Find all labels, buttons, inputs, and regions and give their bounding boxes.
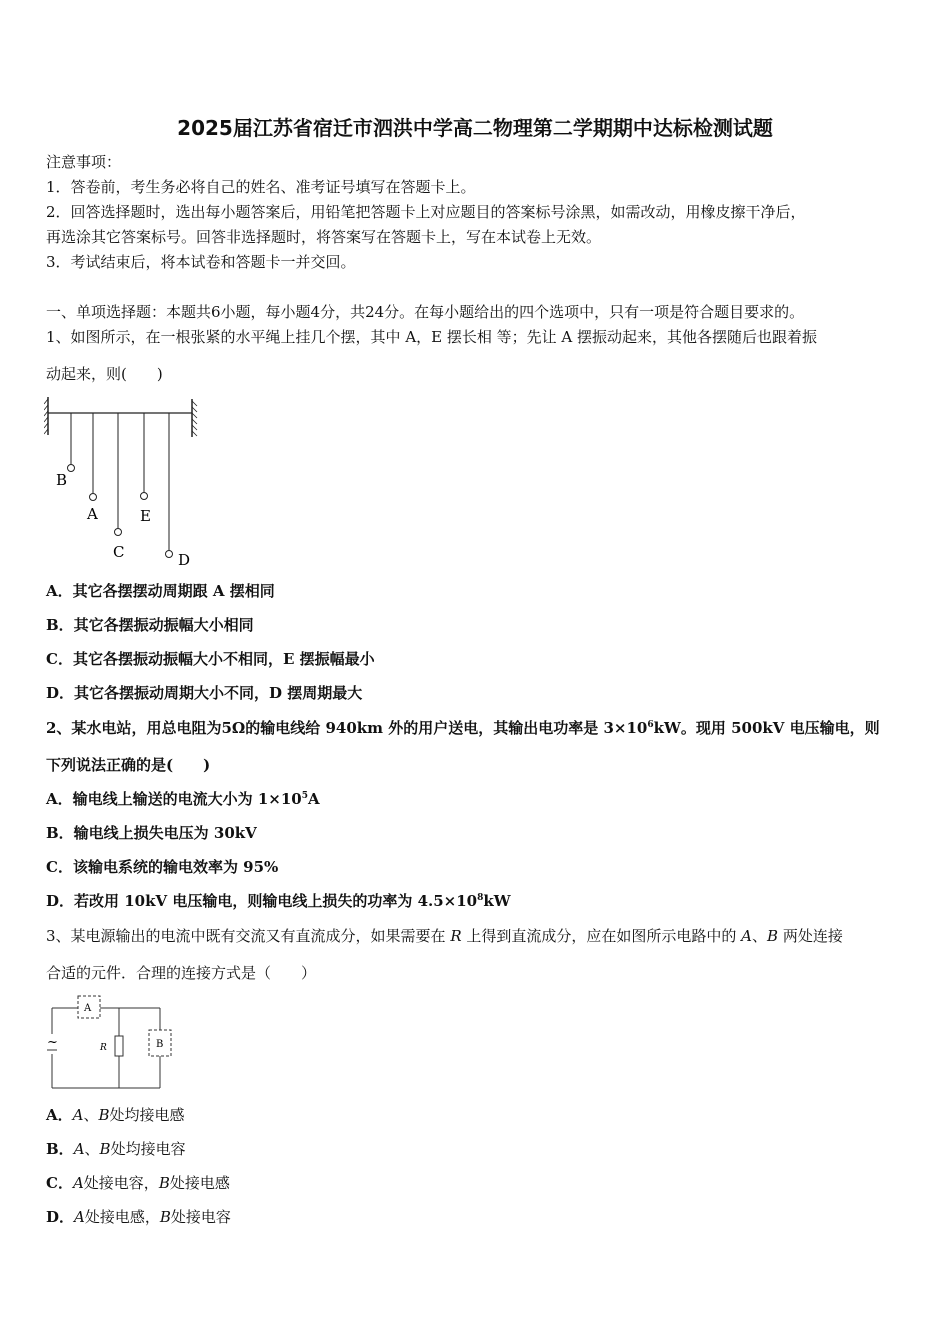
label-e: E <box>140 507 151 525</box>
label-a: A <box>84 1003 92 1014</box>
q1-stem: 1、如图所示，在一根张紧的水平绳上挂几个摆，其中 A，E 摆长相 等；先让 A 摆振动起来，其他各摆随后也跟着振 <box>46 328 818 346</box>
pendulum-figure <box>44 395 204 570</box>
section-heading: 一、单项选择题：本题共6小题，每小题4分，共24分。在每小题给出的四个选项中，只有一项是符合题目要求的。 <box>46 303 805 321</box>
label-b: B <box>156 1039 164 1050</box>
q3-stem-cont: 合适的元件．合理的连接方式是（ ） <box>46 964 317 982</box>
label-r: R <box>100 1043 107 1053</box>
q3-option-d: D．A处接电感，B处接电容 <box>46 1208 231 1226</box>
notice-item: 再选涂其它答案标号。回答非选择题时，将答案写在答题卡上，写在本试卷上无效。 <box>46 228 602 246</box>
q1-option-d: D．其它各摆振动周期大小不同，D 摆周期最大 <box>46 684 363 702</box>
q3-option-a: A．A、B处均接电感 <box>46 1106 185 1124</box>
notice-item: 1．答卷前，考生务必将自己的姓名、准考证号填写在答题卡上。 <box>46 178 476 196</box>
ac-source-label: ~ <box>47 1035 58 1050</box>
q3-stem: 3、某电源输出的电流中既有交流又有直流成分，如果需要在 R 上得到直流成分，应在如图所示电路中的 A、B 两处连接 <box>46 927 843 945</box>
q2-option-a: A．输电线上输送的电流大小为 $1\times 10^5A$ <box>46 790 320 808</box>
q2-option-d: D．若改用 10kV 电压输电，则输电线上损失的功率为 $4.5\times 10^8kW$ <box>46 892 511 910</box>
circuit-figure <box>40 992 180 1094</box>
page-title: 2025届江苏省宿迁市泗洪中学高二物理第二学期期中达标检测试题 <box>177 116 773 140</box>
label-d: D <box>178 551 191 569</box>
label-b: B <box>56 471 68 489</box>
q1-option-a: A．其它各摆摆动周期跟 A 摆相同 <box>46 582 275 600</box>
label-a: A <box>87 505 98 523</box>
q1-stem-cont: 动起来，则( ) <box>46 365 163 383</box>
q2-stem: 2、某水电站，用总电阻为5Ω的输电线给 940km 外的用户送电，其输出电功率是 $3\times 10^6kW$。现用 500kV 电压输电，则 <box>46 719 880 737</box>
notice-item: 2．回答选择题时，选出每小题答案后，用铅笔把答题卡上对应题目的答案标号涂黑，如需改动，用橡皮擦干净后， <box>46 203 806 221</box>
q3-option-c: C．A处接电容，B处接电感 <box>46 1174 230 1192</box>
q2-option-b: B．输电线上损失电压为 30kV <box>46 824 257 842</box>
notice-item: 3．考试结束后，将本试卷和答题卡一并交回。 <box>46 253 356 271</box>
q3-option-b: B．A、B处均接电容 <box>46 1140 186 1158</box>
q1-option-c: C．其它各摆振动振幅大小不相同，E 摆振幅最小 <box>46 650 375 668</box>
q1-option-b: B．其它各摆振动振幅大小相同 <box>46 616 254 634</box>
q2-stem-cont: 下列说法正确的是( ) <box>46 756 211 774</box>
notice-heading: 注意事项： <box>46 153 122 171</box>
q2-option-c: C．该输电系统的输电效率为 95% <box>46 858 279 876</box>
label-c: C <box>113 543 125 561</box>
